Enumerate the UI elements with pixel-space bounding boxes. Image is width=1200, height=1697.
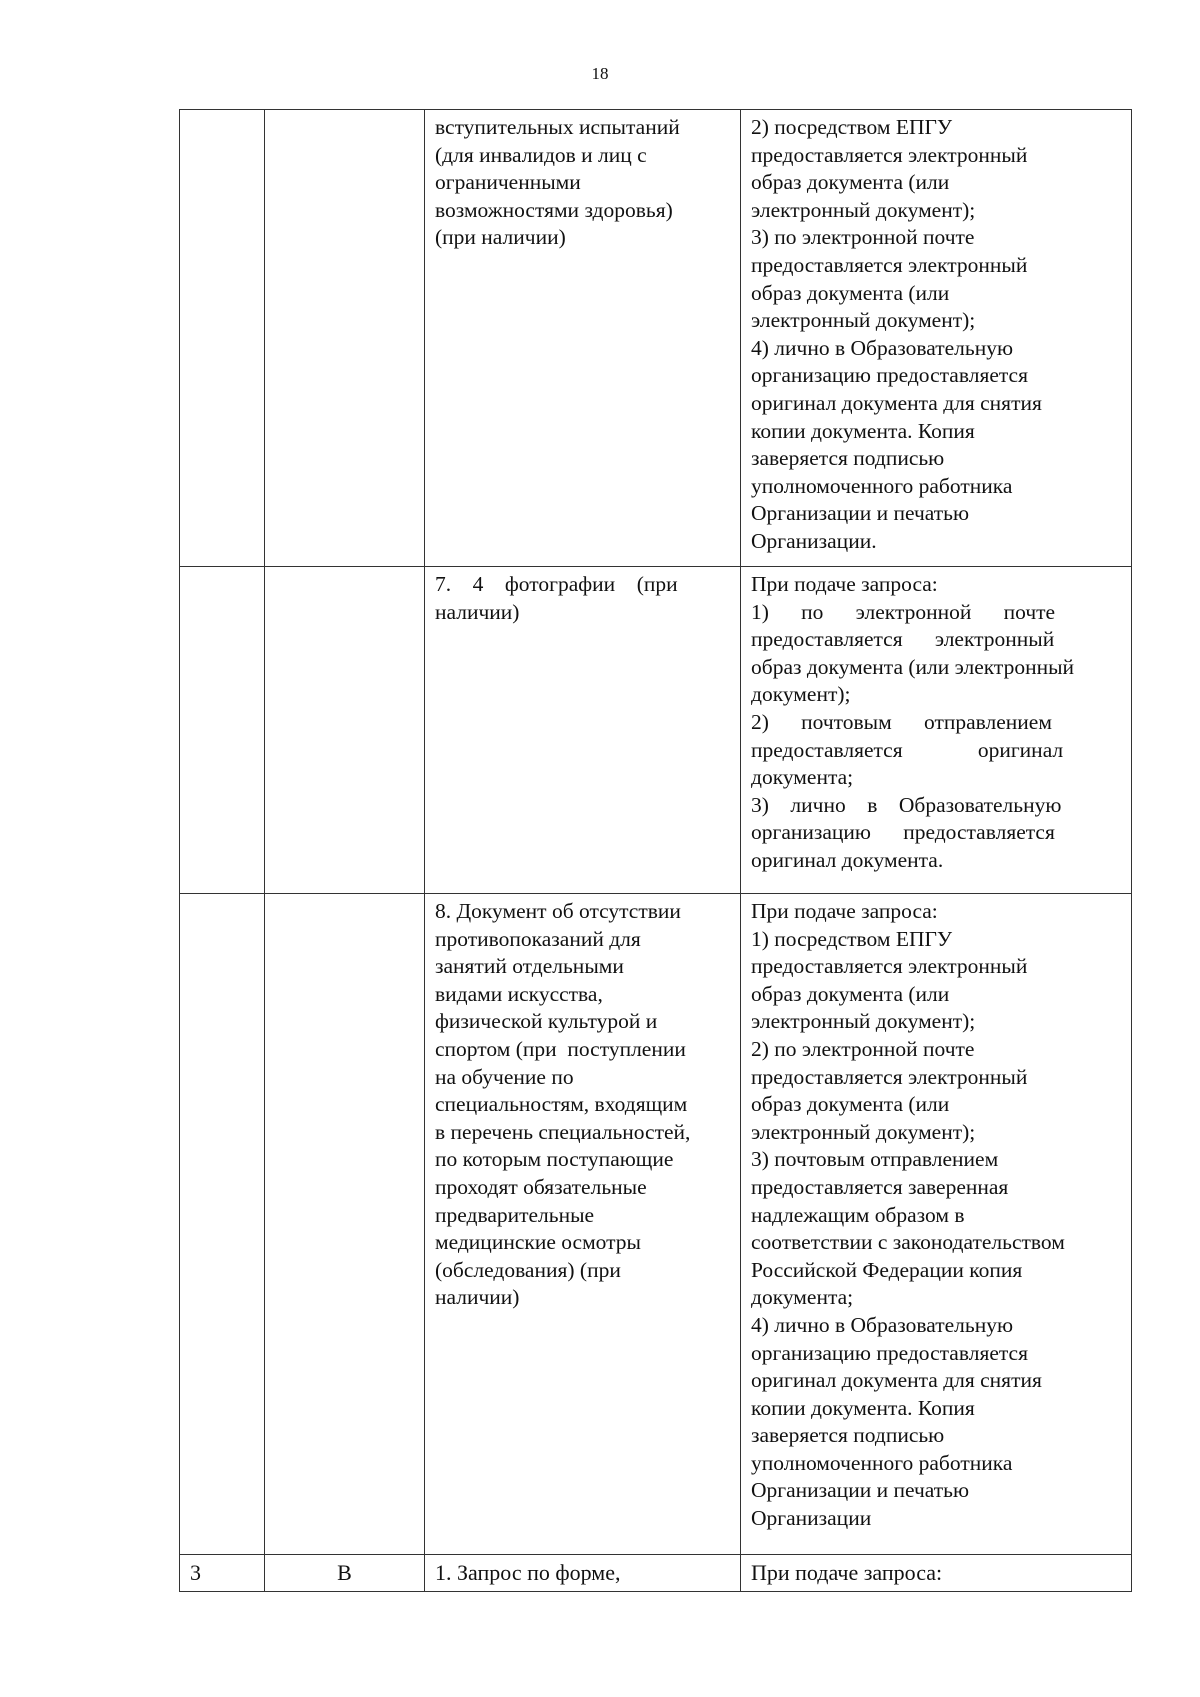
text-line: предоставляется заверенная xyxy=(751,1174,1009,1199)
text-line: 3) по электронной почте xyxy=(751,225,975,250)
cell-number: 3 xyxy=(180,1555,265,1592)
text-line: 3) лично в Образовательную xyxy=(751,792,1062,817)
cell-number xyxy=(180,894,265,1555)
text-line: уполномоченного работника xyxy=(751,473,1013,498)
cell-category: В xyxy=(265,1555,425,1592)
text-line: 1) по электронной почте xyxy=(751,599,1056,624)
text-line: в перечень специальностей, xyxy=(435,1119,691,1144)
cell-number xyxy=(180,567,265,894)
text-line: 4) лично в Образовательную xyxy=(751,1312,1014,1337)
text-line: физической культурой и xyxy=(435,1009,658,1034)
table-row xyxy=(180,567,1132,894)
text-line: медицинские осмотры xyxy=(435,1230,641,1255)
text-line: Организации и печатью xyxy=(751,1478,970,1503)
text-line: соответствии с законодательством xyxy=(751,1230,1065,1255)
cell-category xyxy=(265,110,425,567)
text-line: 7. 4 фотографии (при xyxy=(435,572,678,596)
page-number: 18 xyxy=(591,64,609,83)
text-line: наличии) xyxy=(435,599,520,624)
text-line: спортом (при поступлении xyxy=(435,1036,686,1061)
text-line: специальностям, входящим xyxy=(435,1092,688,1117)
text-line: документа; xyxy=(751,765,854,790)
text-line: предоставляется электронный xyxy=(751,1064,1028,1089)
text-line: При подаче запроса: xyxy=(751,572,938,596)
text-line: предоставляется оригинал xyxy=(751,737,1064,762)
text-line: организацию предоставляется xyxy=(751,363,1028,388)
text-line: электронный документ); xyxy=(751,197,976,222)
text-line: заверяется подписью xyxy=(751,1423,945,1448)
cell-category xyxy=(265,567,425,894)
text-line: (при наличии) xyxy=(435,225,566,250)
text-line: предоставляется электронный xyxy=(751,142,1028,167)
text-line: по которым поступающие xyxy=(435,1147,674,1172)
text-line: электронный документ); xyxy=(751,1119,976,1144)
text-line: наличии) xyxy=(435,1285,520,1310)
text-line: образ документа (или xyxy=(751,981,950,1006)
text-line: При подаче запроса: xyxy=(751,899,938,923)
services-table xyxy=(179,109,1132,1592)
text-line: 8. Документ об отсутствии xyxy=(435,899,681,923)
text-line: образ документа (или xyxy=(751,280,950,305)
text-line: образ документа (или xyxy=(751,1092,950,1117)
text-line: занятий отдельными xyxy=(435,954,624,979)
text-line: 2) почтовым отправлением xyxy=(751,709,1052,734)
text-line: 2) посредством ЕПГУ xyxy=(751,115,953,139)
text-line: 2) по электронной почте xyxy=(751,1036,975,1061)
text-line: противопоказаний для xyxy=(435,926,641,951)
text-line: предоставляется электронный xyxy=(751,252,1028,277)
text-line: организацию предоставляется xyxy=(751,1340,1028,1365)
text-line: 4) лично в Образовательную xyxy=(751,335,1014,360)
text-line: организацию предоставляется xyxy=(751,820,1055,845)
cell-category xyxy=(265,894,425,1555)
text-line: 3) почтовым отправлением xyxy=(751,1147,999,1172)
text-line: оригинал документа. xyxy=(751,847,944,872)
text-line: на обучение по xyxy=(435,1064,574,1089)
text-line: Организации. xyxy=(751,528,877,553)
text-line: Организации xyxy=(751,1506,872,1531)
text-line: (обследования) (при xyxy=(435,1257,621,1282)
cell-document xyxy=(425,110,741,567)
text-line: ограниченными xyxy=(435,170,581,195)
text-line: проходят обязательные xyxy=(435,1174,647,1199)
table-row xyxy=(180,1555,1132,1592)
text-line: 1) посредством ЕПГУ xyxy=(751,926,953,951)
text-line: предоставляется электронный xyxy=(751,954,1028,979)
cell-document: 1. Запрос по форме, xyxy=(425,1555,741,1592)
cell-submission-method xyxy=(741,894,1132,1555)
text-line: электронный документ); xyxy=(751,1009,976,1034)
text-line: документа; xyxy=(751,1285,854,1310)
cell-submission-method xyxy=(741,567,1132,894)
text-line: Российской Федерации копия xyxy=(751,1257,1023,1282)
cell-submission-method xyxy=(741,110,1132,567)
cell-submission-method: При подаче запроса: xyxy=(741,1555,1132,1592)
table-row xyxy=(180,894,1132,1555)
text-line: вступительных испытаний xyxy=(435,115,680,139)
text-line: видами искусства, xyxy=(435,981,603,1006)
text-line: копии документа. Копия xyxy=(751,1395,975,1420)
text-line: электронный документ); xyxy=(751,308,976,333)
text-line: копии документа. Копия xyxy=(751,418,975,443)
text-line: заверяется подписью xyxy=(751,446,945,471)
text-line: предоставляется электронный xyxy=(751,627,1055,652)
text-line: уполномоченного работника xyxy=(751,1450,1013,1475)
cell-document xyxy=(425,894,741,1555)
text-line: оригинал документа для снятия xyxy=(751,390,1042,415)
text-line: (для инвалидов и лиц с xyxy=(435,142,647,167)
text-line: Организации и печатью xyxy=(751,501,970,526)
table-row xyxy=(180,110,1132,567)
text-line: возможностями здоровья) xyxy=(435,197,673,222)
text-line: образ документа (или xyxy=(751,170,950,195)
text-line: образ документа (или электронный xyxy=(751,654,1075,679)
cell-document xyxy=(425,567,741,894)
text-line: предварительные xyxy=(435,1202,595,1227)
text-line: надлежащим образом в xyxy=(751,1202,965,1227)
text-line: оригинал документа для снятия xyxy=(751,1368,1042,1393)
cell-number xyxy=(180,110,265,567)
text-line: документ); xyxy=(751,682,851,707)
